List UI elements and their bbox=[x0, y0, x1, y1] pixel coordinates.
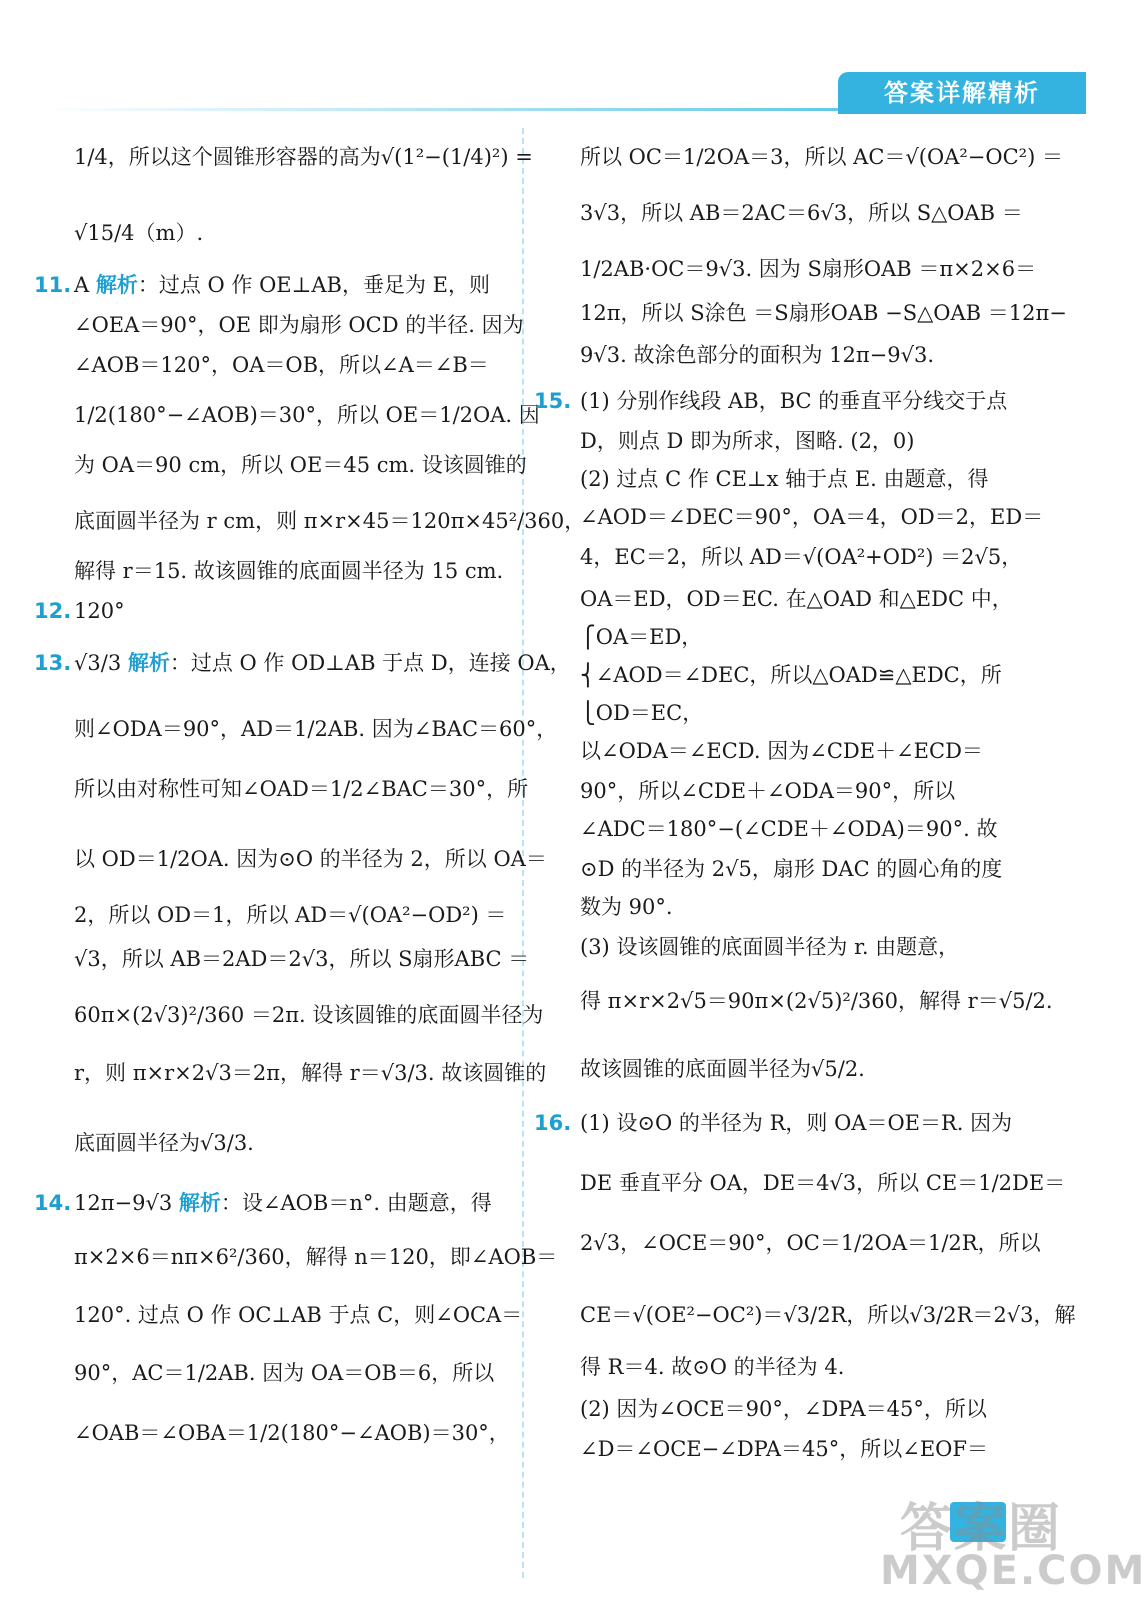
text-line bbox=[74, 556, 503, 586]
question-number: 14. bbox=[34, 1191, 72, 1215]
line-text: DE 垂直平分 OA，DE＝4√3，所以 CE＝1/2DE＝ bbox=[580, 1171, 1066, 1195]
line-text: ∠OAB＝∠OBA＝1/2(180°−∠AOB)＝30°， bbox=[74, 1421, 510, 1445]
line-text: ∠AOD＝∠DEC＝90°，OA＝4，OD＝2，ED＝ bbox=[580, 505, 1044, 529]
line-text: 底面圆半径为√3/3. bbox=[74, 1131, 254, 1155]
line-text: 12π−9√3 bbox=[74, 1191, 179, 1215]
text-line bbox=[74, 400, 540, 430]
text-line bbox=[580, 142, 1063, 172]
line-text: (2) 过点 C 作 CE⊥x 轴于点 E. 由题意，得 bbox=[580, 467, 989, 491]
text-line bbox=[580, 854, 1002, 884]
line-text: ∠OEA＝90°，OE 即为扇形 OCD 的半径. 因为 bbox=[74, 313, 524, 337]
text-line bbox=[580, 1168, 1066, 1198]
line-text: 1/2AB·OC＝9√3. 因为 S扇形OAB ＝π×2×6＝ bbox=[580, 257, 1037, 281]
text-line bbox=[580, 542, 1023, 572]
line-text: (2) 因为∠OCE＝90°，∠DPA＝45°，所以 bbox=[580, 1397, 987, 1421]
line-text: √3/3 bbox=[74, 651, 128, 675]
line-text: ⊙D 的半径为 2√5，扇形 DAC 的圆心角的度 bbox=[580, 857, 1003, 881]
line-text: 1/4，所以这个圆锥形容器的高为√(1²−(1/4)²) = bbox=[74, 145, 533, 169]
line-text: 120° bbox=[74, 599, 125, 623]
text-line bbox=[580, 298, 1067, 328]
line-text: 故该圆锥的底面圆半径为√5/2. bbox=[580, 1057, 865, 1081]
text-line bbox=[580, 1108, 1013, 1138]
text-line bbox=[580, 464, 989, 494]
line-text: 底面圆半径为 r cm，则 π×r×45＝120π×45²/360， bbox=[74, 509, 586, 533]
text-line bbox=[74, 774, 529, 804]
line-text: 以 OD＝1/2OA. 因为⊙O 的半径为 2，所以 OA＝ bbox=[74, 847, 547, 871]
text-line bbox=[580, 776, 955, 806]
text-line bbox=[74, 142, 533, 172]
line-text: 90°，AC＝1/2AB. 因为 OA＝OB＝6，所以 bbox=[74, 1361, 495, 1385]
line-text: ∠ADC＝180°−(∠CDE＋∠ODA)＝90°. 故 bbox=[580, 817, 998, 841]
text-line bbox=[74, 218, 203, 248]
text-line bbox=[74, 310, 524, 340]
question-number: 11. bbox=[34, 273, 72, 297]
line-text: 1/2(180°−∠AOB)＝30°，所以 OE＝1/2OA. 因 bbox=[74, 403, 540, 427]
question-number: 16. bbox=[534, 1111, 572, 1135]
line-text: 数为 90°. bbox=[580, 895, 673, 919]
line-text: (1) 设⊙O 的半径为 R，则 OA＝OE＝R. 因为 bbox=[580, 1111, 1013, 1135]
text-line bbox=[580, 1434, 988, 1464]
text-line bbox=[580, 584, 1013, 614]
line-text: 60π×(2√3)²/360 ＝2π. 设该圆锥的底面圆半径为 bbox=[74, 1003, 544, 1027]
text-line bbox=[74, 270, 490, 300]
line-text: r，则 π×r×2√3＝2π，解得 r＝√3/3. 故该圆锥的 bbox=[74, 1061, 547, 1085]
text-line bbox=[74, 1188, 492, 1218]
line-text-rest: ：过点 O 作 OD⊥AB 于点 D，连接 OA， bbox=[169, 651, 571, 675]
text-line bbox=[74, 648, 571, 678]
analysis-label: 解析 bbox=[127, 651, 170, 675]
text-line bbox=[580, 736, 983, 766]
text-line bbox=[74, 844, 547, 874]
line-text: A bbox=[74, 273, 96, 297]
text-line bbox=[74, 1058, 547, 1088]
text-line bbox=[580, 1228, 1041, 1258]
line-text: ∠D＝∠OCE−∠DPA＝45°，所以∠EOF＝ bbox=[580, 1437, 988, 1461]
text-line bbox=[580, 698, 703, 728]
question-number: 12. bbox=[34, 599, 72, 623]
text-line bbox=[580, 660, 1002, 690]
text-line bbox=[580, 340, 934, 370]
watermark-logo bbox=[880, 1486, 1146, 1596]
line-text: π×2×6＝nπ×6²/360，解得 n＝120，即∠AOB＝ bbox=[74, 1245, 558, 1269]
text-line bbox=[74, 1300, 523, 1330]
line-text: 3√3，所以 AB＝2AC＝6√3，所以 S△OAB ＝ bbox=[580, 201, 1023, 225]
line-text: 2√3，∠OCE＝90°，OC＝1/2OA＝1/2R，所以 bbox=[580, 1231, 1041, 1255]
line-text: 90°，所以∠CDE＋∠ODA＝90°，所以 bbox=[580, 779, 956, 803]
text-line bbox=[580, 426, 914, 456]
text-line bbox=[580, 502, 1044, 532]
line-text: √15/4（m）. bbox=[74, 221, 204, 245]
line-text: 为 OA＝90 cm，所以 OE＝45 cm. 设该圆锥的 bbox=[74, 453, 527, 477]
text-line bbox=[74, 1000, 544, 1030]
section-title-tab: 答案详解精析 bbox=[838, 72, 1086, 114]
line-text: 9√3. 故涂色部分的面积为 12π−9√3. bbox=[580, 343, 935, 367]
header-rule bbox=[40, 108, 840, 111]
line-text: 以∠ODA＝∠ECD. 因为∠CDE＋∠ECD＝ bbox=[580, 739, 983, 763]
question-number: 15. bbox=[534, 389, 572, 413]
text-line bbox=[74, 1242, 558, 1272]
text-line bbox=[580, 892, 673, 922]
line-text: ⎩OD＝EC， bbox=[580, 701, 704, 725]
text-line bbox=[74, 1128, 254, 1158]
text-line bbox=[580, 198, 1023, 228]
line-text-rest: ：过点 O 作 OE⊥AB，垂足为 E，则 bbox=[137, 273, 490, 297]
text-line bbox=[74, 506, 586, 536]
line-text: (3) 设该圆锥的底面圆半径为 r. 由题意， bbox=[580, 935, 960, 959]
text-line bbox=[74, 714, 558, 744]
analysis-label: 解析 bbox=[178, 1191, 221, 1215]
line-text: ∠AOB＝120°，OA＝OB，所以∠A＝∠B＝ bbox=[74, 353, 489, 377]
text-line bbox=[580, 1394, 987, 1424]
text-line bbox=[74, 1418, 510, 1448]
line-text: 得 R＝4. 故⊙O 的半径为 4. bbox=[580, 1355, 845, 1379]
line-text-rest: ：设∠AOB＝n°. 由题意，得 bbox=[220, 1191, 492, 1215]
text-line bbox=[74, 350, 489, 380]
line-text: 则∠ODA＝90°，AD＝1/2AB. 因为∠BAC＝60°， bbox=[74, 717, 558, 741]
text-line bbox=[74, 596, 125, 626]
text-line bbox=[580, 1352, 844, 1382]
watermark-cn: 答案圈 bbox=[900, 1499, 1063, 1559]
line-text: OA＝ED，OD＝EC. 在△OAD 和△EDC 中， bbox=[580, 587, 1013, 611]
text-line bbox=[74, 900, 507, 930]
text-line bbox=[580, 386, 1007, 416]
line-text: 所以 OC＝1/2OA＝3，所以 AC＝√(OA²−OC²) ＝ bbox=[580, 145, 1063, 169]
text-line bbox=[74, 1358, 494, 1388]
text-line bbox=[580, 986, 1053, 1016]
line-text: D，则点 D 即为所求，图略. (2，0) bbox=[580, 429, 915, 453]
line-text: 所以由对称性可知∠OAD＝1/2∠BAC＝30°，所 bbox=[74, 777, 529, 801]
text-line bbox=[580, 932, 959, 962]
question-number: 13. bbox=[34, 651, 72, 675]
line-text: 解得 r＝15. 故该圆锥的底面圆半径为 15 cm. bbox=[74, 559, 504, 583]
analysis-label: 解析 bbox=[95, 273, 138, 297]
line-text: √3，所以 AB＝2AD＝2√3，所以 S扇形ABC ＝ bbox=[74, 947, 530, 971]
line-text: 2，所以 OD＝1，所以 AD＝√(OA²−OD²) ＝ bbox=[74, 903, 507, 927]
text-line bbox=[74, 944, 530, 974]
text-line bbox=[580, 814, 997, 844]
text-line bbox=[580, 1300, 1076, 1330]
text-line bbox=[580, 254, 1037, 284]
text-line bbox=[580, 622, 702, 652]
text-line bbox=[74, 450, 527, 480]
text-line bbox=[580, 1054, 865, 1084]
line-text: ⎨∠AOD＝∠DEC，所以△OAD≌△EDC，所 bbox=[580, 663, 1002, 687]
line-text: CE＝√(OE²−OC²)＝√3/2R，所以√3/2R＝2√3，解 bbox=[580, 1303, 1076, 1327]
line-text: 4，EC＝2，所以 AD＝√(OA²+OD²) ＝2√5， bbox=[580, 545, 1023, 569]
line-text: 12π，所以 S涂色 ＝S扇形OAB −S△OAB ＝12π− bbox=[580, 301, 1067, 325]
watermark-url: MXQE.COM bbox=[880, 1548, 1146, 1594]
line-text: 120°. 过点 O 作 OC⊥AB 于点 C，则∠OCA＝ bbox=[74, 1303, 523, 1327]
line-text: 得 π×r×2√5＝90π×(2√5)²/360，解得 r＝√5/2. bbox=[580, 989, 1053, 1013]
line-text: (1) 分别作线段 AB，BC 的垂直平分线交于点 bbox=[580, 389, 1008, 413]
line-text: ⎧OA＝ED， bbox=[580, 625, 703, 649]
